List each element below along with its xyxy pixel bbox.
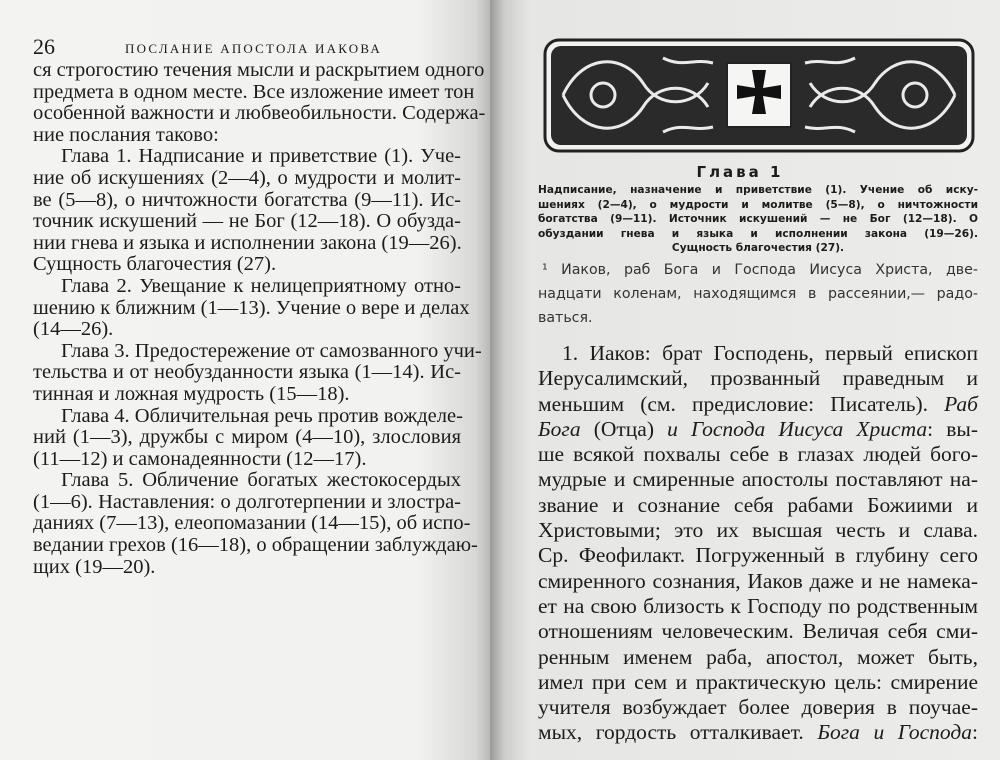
text-line — [538, 392, 978, 417]
text-segment: Ср. Феофилакт. Погруженный в глубину сего — [538, 543, 978, 568]
text-line: (11—12) и самонадеянности (12—17). — [33, 447, 367, 470]
text-segment: : — [972, 720, 979, 745]
text-line: ведании грехов (16—18), о обращении заблуждаю- — [33, 534, 478, 557]
text-line: надцати коленам, находящимся в рассеянии,— радо- — [538, 286, 978, 302]
text-line: предмета в одном месте. Все изложение имеет тон — [33, 80, 475, 103]
text-line — [538, 619, 978, 644]
text-segment: Иерусалимский, прозванный праведным и — [538, 366, 978, 391]
cross-ornament-icon — [543, 38, 975, 153]
text-line: Глава 4. Обличительная речь против вожделе- — [61, 404, 463, 427]
chapter-title: Глава 1 — [696, 163, 784, 181]
text-line: Глава 1. Надписание и приветствие (1). Уче- — [61, 145, 461, 168]
text-line: (14—26). — [33, 318, 114, 341]
text-line — [538, 366, 978, 391]
text-line: Сущность благочестия (27). — [33, 253, 277, 276]
text-line: Глава 3. Предостережение от самозванного учи- — [61, 339, 482, 362]
text-line: Сущность благочестия (27). — [671, 242, 845, 255]
text-line: ¹ Иаков, раб Бога и Господа Иисуса Христа, две- — [542, 262, 978, 278]
paragraph — [538, 341, 978, 746]
paragraph — [33, 339, 482, 406]
text-segment: Христовыми; это их высшая честь и слава. — [538, 518, 978, 543]
text-line: шению к ближним (1—13). Учение о вере и делах — [33, 296, 470, 319]
text-line: (1—6). Наставления: о долготерпении и злостра- — [33, 490, 461, 513]
text-line: ся строгостию течения мысли и раскрытием одного — [33, 59, 485, 81]
text-segment: (Отца) — [580, 416, 668, 441]
text-segment: ренным именем раба, апостол, может быть, — [538, 644, 978, 669]
left-page — [0, 0, 490, 760]
text-segment: имел при сем и практическую цель: смирение — [538, 669, 978, 694]
text-line: тельства и от необузданности языка (1—14). Ис- — [33, 361, 461, 384]
paragraph — [33, 59, 486, 146]
text-line: даниях (7—13), елеопомазании (14—15), об испо- — [33, 512, 471, 535]
text-line — [538, 569, 978, 594]
commentary-text — [538, 341, 978, 746]
text-line — [538, 594, 978, 619]
paragraph — [33, 274, 470, 341]
text-line — [538, 695, 978, 720]
text-line: ве (5—8), о ничтожности богатства (9—11). Ис- — [33, 188, 461, 211]
text-line: тинная и ложная мудрость (15—18). — [33, 382, 350, 405]
page-number: 26 — [33, 34, 55, 59]
italic-quote: Бога — [538, 416, 581, 441]
text-line — [538, 467, 978, 492]
text-line — [538, 417, 978, 442]
text-segment: : вы- — [927, 416, 978, 441]
text-segment: мудрые и смиренные апостолы поставляют на- — [538, 467, 978, 492]
text-line: ваться. — [538, 310, 593, 326]
left-page-text — [33, 59, 486, 578]
text-line: шениях (2—4), о мудрости и молитве (5—8), о ничтожности — [538, 198, 978, 211]
text-line — [538, 493, 978, 518]
text-segment: учителя возбуждает более доверия в поучае- — [538, 695, 978, 720]
text-segment: звание и сознание себя рабами Божиими и — [538, 492, 978, 517]
paragraph — [33, 469, 478, 578]
text-segment: 1. Иаков: брат Господень, первый епископ — [562, 341, 978, 365]
text-segment: отношениям человеческим. Величая себя сми- — [538, 619, 978, 644]
text-line — [538, 670, 978, 695]
text-line: богатства (9—11). Источник искушений — не Бог (12—18). О — [538, 213, 978, 226]
text-line — [538, 543, 978, 568]
text-segment: смиренного сознания, Иаков даже и не намека- — [538, 568, 978, 593]
text-segment: ет на свою близость к Господу по родственным — [538, 593, 978, 618]
text-line: ние об искушениях (2—4), о мудрости и молит- — [33, 166, 461, 189]
text-line: особенной важности и любвеобильности. Содержа- — [33, 102, 486, 125]
text-line — [538, 518, 978, 543]
italic-quote: Раб — [944, 391, 978, 416]
text-line: ние послания таково: — [33, 123, 219, 146]
text-segment: меньшим (см. предисловие: Писатель). — [538, 391, 945, 416]
text-line — [538, 442, 978, 467]
text-line: нии гнева и языка и исполнении закона (19—26). — [33, 231, 462, 254]
text-line: Глава 5. Обличение богатых жестокосердых — [61, 469, 461, 492]
paragraph — [33, 406, 461, 471]
text-line: щих (19—20). — [33, 555, 156, 578]
text-segment: мых, гордость отталкивает. — [538, 720, 818, 745]
text-line — [538, 341, 978, 366]
text-segment: ше всякой похвалы себе в глазах людей бого- — [538, 442, 978, 467]
paragraph — [33, 146, 461, 276]
italic-quote: Бога и Господа — [817, 720, 973, 745]
text-line: ний (1—3), дружбы с миром (4—10), злословия — [33, 426, 461, 449]
italic-quote: и Господа Иисуса Христа — [667, 416, 928, 441]
text-line: точник искушений — не Бог (12—18). О обузда- — [33, 210, 461, 233]
text-line — [538, 720, 978, 745]
text-line: Надписание, назначение и приветствие (1). Учение об иску- — [538, 184, 978, 196]
text-line: обуздании гнева и языка и исполнении закона (19—26). — [538, 227, 978, 240]
text-line — [538, 645, 978, 670]
verse-text — [538, 258, 978, 330]
chapter-summary — [538, 183, 978, 256]
text-line: Глава 2. Увещание к нелицеприятному отно- — [61, 274, 461, 297]
running-head: ПОСЛАНИЕ АПОСТОЛА ИАКОВА — [125, 41, 382, 56]
